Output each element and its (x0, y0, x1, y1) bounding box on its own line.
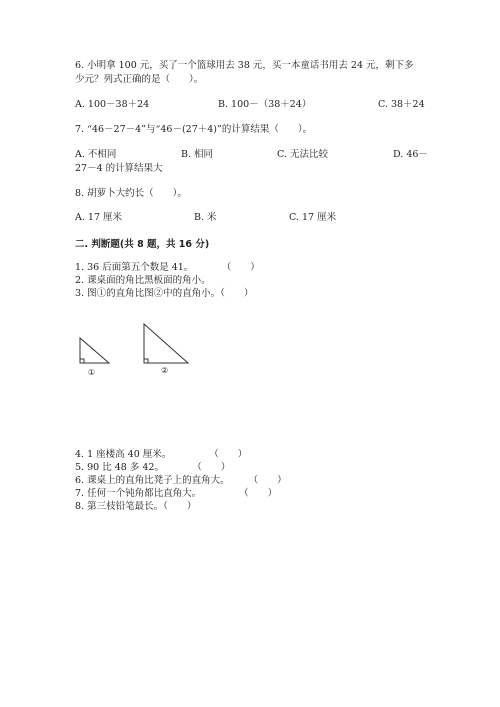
q8-text: 8. 胡萝卜大约长（ ）。 (75, 188, 187, 199)
judge-item-8: 8. 第三枝铅笔最长。（ ） (75, 501, 197, 512)
figure-label-1: ① (88, 368, 96, 377)
triangle-1 (80, 338, 109, 363)
q6-text-line2: 少元？列式正确的是（ ）。 (75, 74, 204, 85)
q6-option-b: B. 100－（38＋24） (218, 99, 312, 110)
q8-option-b: B. 米 (194, 212, 217, 223)
judge-item-4: 4. 1 座楼高 40 厘米。 （ ） (75, 449, 248, 460)
judge-item-6: 6. 课桌上的直角比凳子上的直角大。 （ ） (75, 475, 287, 486)
judge-item-3: 3. 图①的直角比图②中的直角小。（ ） (75, 288, 254, 299)
q6-option-a: A. 100－38＋24 (75, 99, 150, 110)
q7-option-b: B. 相同 (181, 149, 214, 160)
q8-option-c: C. 17 厘米 (289, 212, 337, 223)
q7-text: 7. “46－27－4”与“46－(27＋4)”的计算结果（ ）。 (75, 124, 313, 135)
q6-option-c: C. 38＋24 (378, 99, 425, 110)
q7-option-d-continued: 27－4 的计算结果大 (75, 163, 163, 174)
judge-item-7: 7. 任何一个钝角都比直角大。 （ ） (75, 488, 278, 499)
q7-option-c: C. 无法比较 (277, 149, 328, 160)
q8-option-a: A. 17 厘米 (75, 212, 123, 223)
q7-option-a: A. 不相同 (75, 149, 117, 160)
triangle-2 (144, 324, 188, 363)
judge-item-1: 1. 36 后面第五个数是 41。 （ ） (75, 262, 260, 273)
figure-label-2: ② (161, 366, 169, 375)
q6-text-line1: 6. 小明拿 100 元，买了一个篮球用去 38 元，买一本童话书用去 24 元，剩下多 (75, 60, 414, 71)
section-heading: 二. 判断题(共 8 题，共 16 分) (75, 239, 210, 250)
judge-item-5: 5. 90 比 48 多 42。 （ ） (75, 462, 231, 473)
q7-option-d: D. 46－ (393, 149, 428, 160)
judge-item-2: 2. 课桌面的角比黑板面的角小。 (75, 275, 211, 286)
